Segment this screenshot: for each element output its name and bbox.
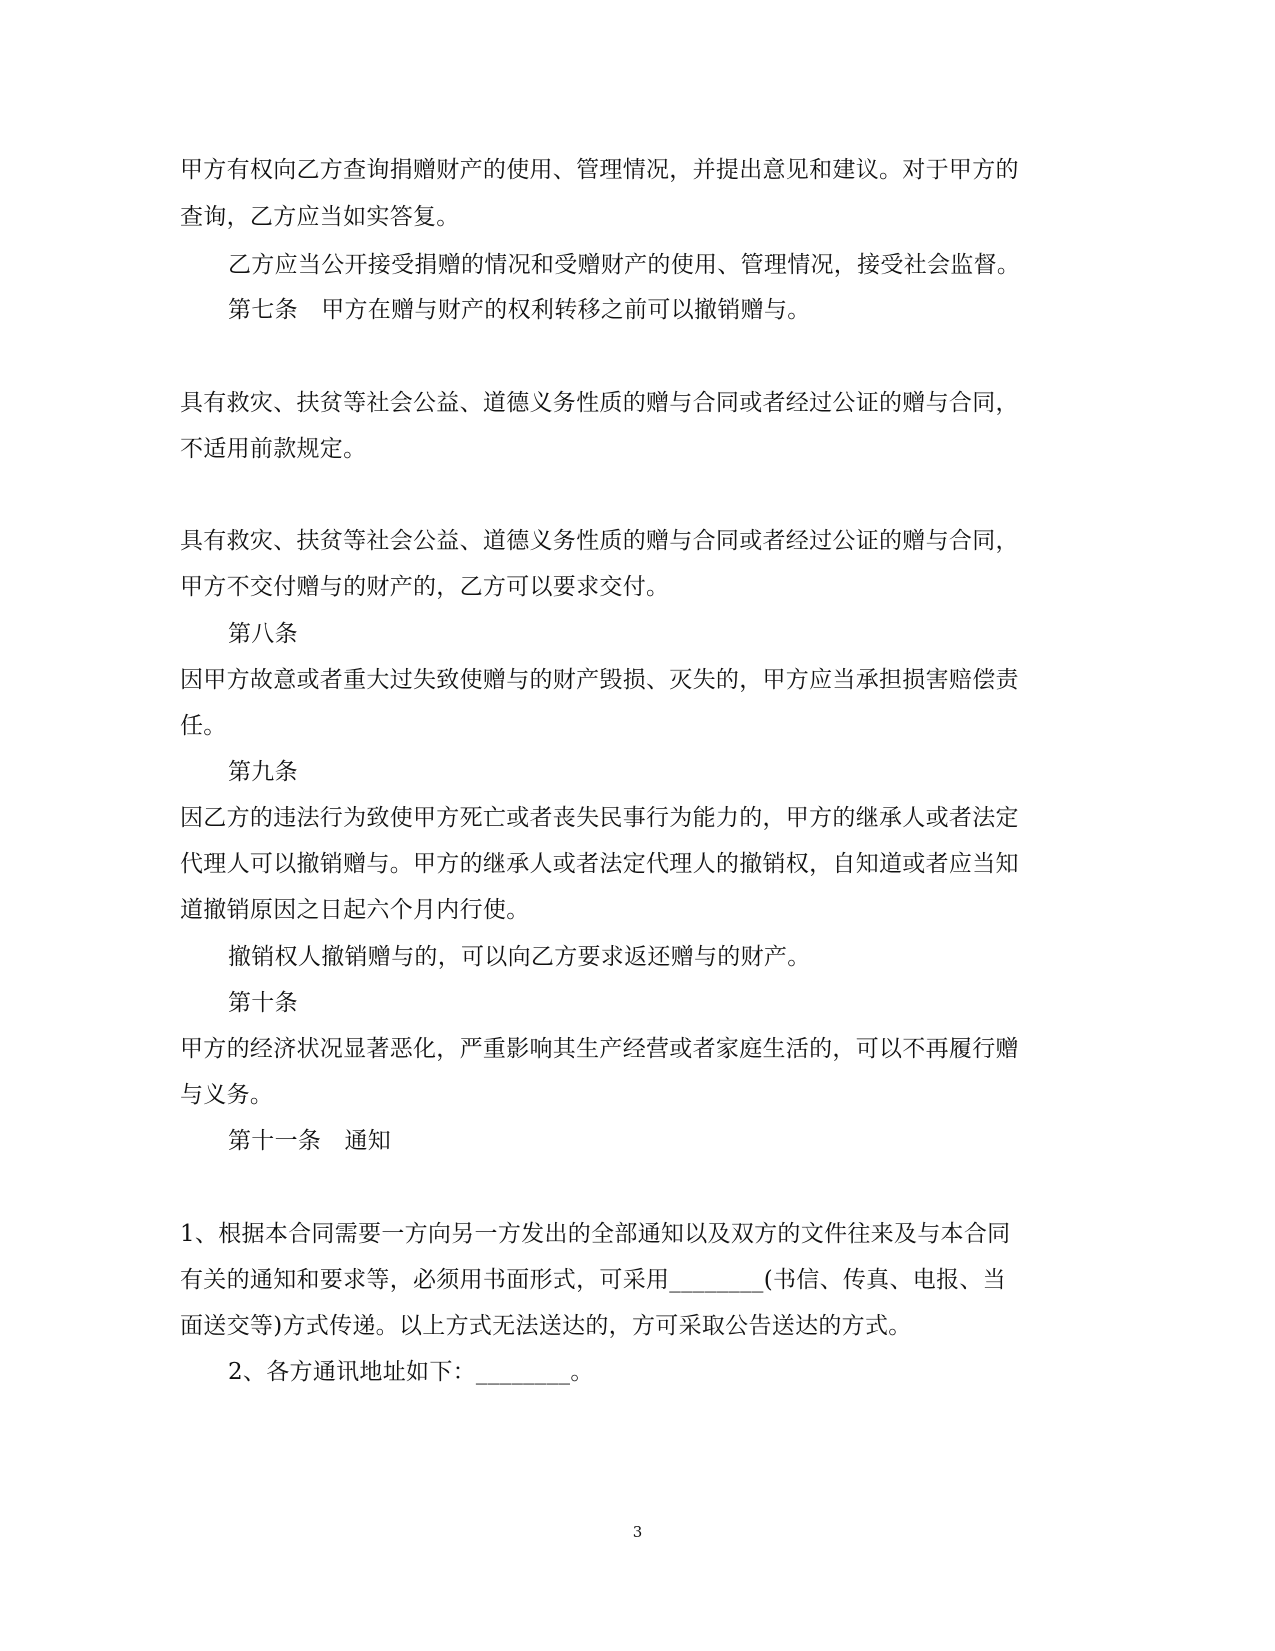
text-line: 撤销权人撤销赠与的，可以向乙方要求返还赠与的财产。 — [228, 944, 811, 970]
text-line: 因甲方故意或者重大过失致使赠与的财产毁损、灭失的，甲方应当承担损害赔偿责 — [180, 667, 1019, 693]
text-line: 因乙方的违法行为致使甲方死亡或者丧失民事行为能力的，甲方的继承人或者法定 — [180, 805, 1019, 831]
text-line: 乙方应当公开接受捐赠的情况和受赠财产的使用、管理情况，接受社会监督。 — [228, 252, 1021, 278]
text-line: 甲方不交付赠与的财产的，乙方可以要求交付。 — [180, 574, 670, 600]
text-line: 代理人可以撤销赠与。甲方的继承人或者法定代理人的撤销权，自知道或者应当知 — [180, 851, 1019, 877]
article-heading: 第十条 — [228, 990, 298, 1016]
text-line: 有关的通知和要求等，必须用书面形式，可采用________(书信、传真、电报、当 — [180, 1267, 1006, 1293]
text-line: 与义务。 — [180, 1082, 274, 1108]
text-line: 道撤销原因之日起六个月内行使。 — [180, 897, 530, 923]
text-line: 查询，乙方应当如实答复。 — [180, 204, 460, 230]
text-line: 具有救灾、扶贫等社会公益、道德义务性质的赠与合同或者经过公证的赠与合同， — [180, 528, 1019, 554]
text-line: 1、根据本合同需要一方向另一方发出的全部通知以及双方的文件往来及与本合同 — [180, 1221, 1011, 1247]
article-heading: 第九条 — [228, 759, 298, 785]
text-line: 面送交等)方式传递。以上方式无法送达的，方可采取公告送达的方式。 — [180, 1313, 912, 1339]
text-line: 2、各方通讯地址如下：________。 — [228, 1359, 594, 1385]
article-heading: 第八条 — [228, 621, 298, 647]
article-heading: 第七条 甲方在赠与财产的权利转移之前可以撤销赠与。 — [228, 297, 811, 323]
page-number: 3 — [632, 1523, 643, 1541]
text-line: 不适用前款规定。 — [180, 436, 367, 462]
text-line: 甲方的经济状况显著恶化，严重影响其生产经营或者家庭生活的，可以不再履行赠 — [180, 1036, 1019, 1062]
text-line: 任。 — [180, 713, 227, 739]
article-heading: 第十一条 通知 — [228, 1128, 392, 1154]
text-line: 甲方有权向乙方查询捐赠财产的使用、管理情况，并提出意见和建议。对于甲方的 — [180, 157, 1019, 183]
text-line: 具有救灾、扶贫等社会公益、道德义务性质的赠与合同或者经过公证的赠与合同， — [180, 390, 1019, 416]
